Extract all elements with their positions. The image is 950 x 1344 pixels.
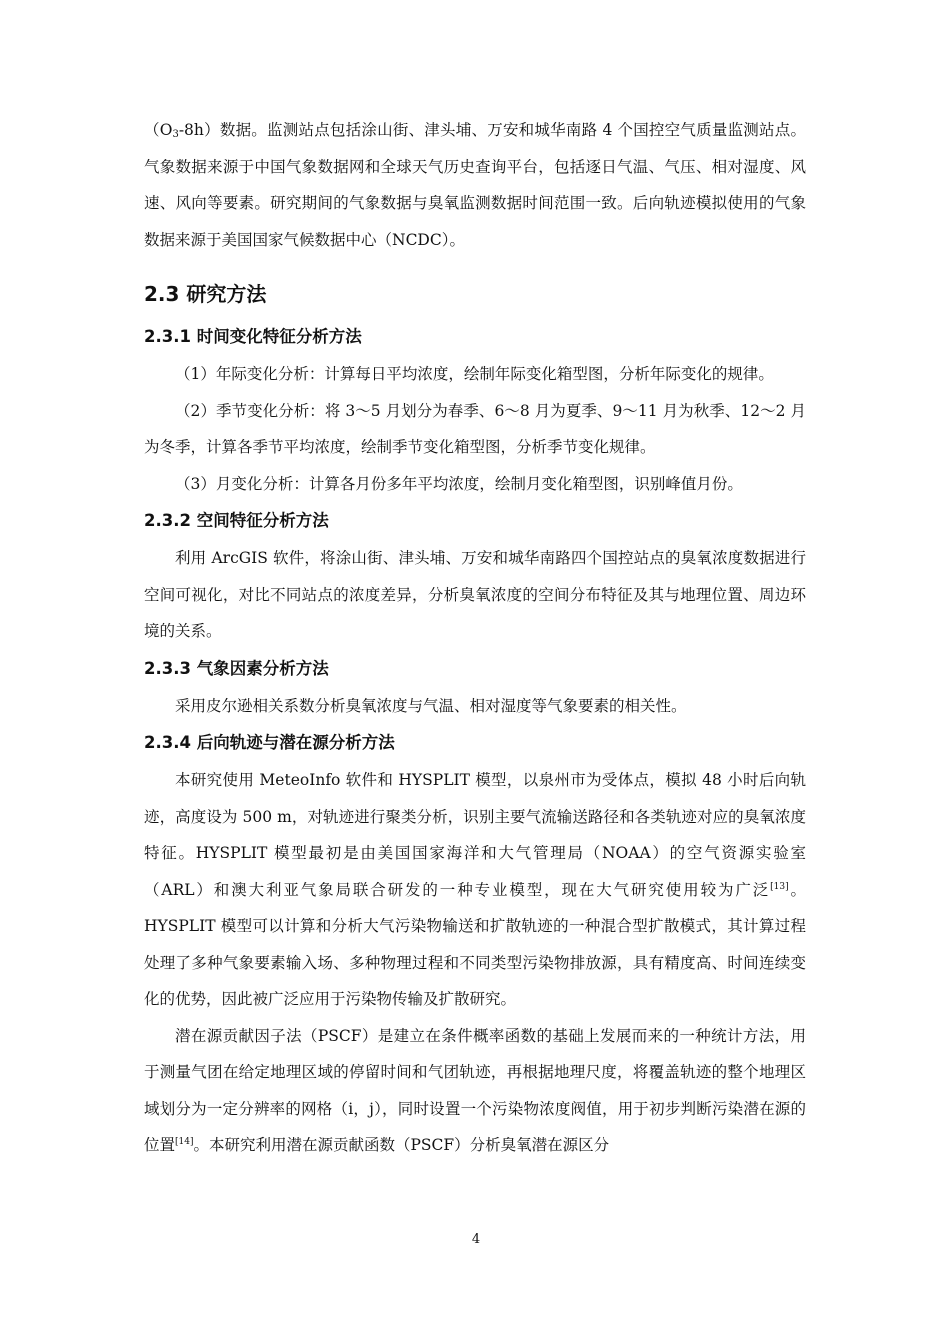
intro-paragraph	[144, 112, 806, 258]
hysplit-text-start: 本研究使用 MeteoInfo 软件和 HYSPLIT 模型，以泉州市为受体点，模拟 48 小时后向轨迹，高度设为 500 m，对轨迹进行聚类分析，识别主要气流输送路径和各类轨迹对应的臭氧浓度特征。HYSPLIT 模型最初是由美国国家海洋和大气管理局（NOAA）的空气资源实验室（ARL）和澳大利亚气象局联合研发的一种专业模型，现在大气研究使用较为广泛	[144, 771, 806, 899]
subsection-heading-2-3-1: 2.3.1 时间变化特征分析方法	[144, 327, 362, 346]
page-number: 4	[471, 1232, 481, 1247]
citation-14: [14]	[175, 1137, 194, 1147]
subsection-heading-2-3-4: 2.3.4 后向轨迹与潜在源分析方法	[144, 733, 395, 752]
intro-text-start: （O	[144, 121, 173, 139]
ozone-subscript: 3	[172, 129, 179, 140]
subsection-heading-2-3-3: 2.3.3 气象因素分析方法	[144, 658, 329, 678]
pscf-paragraph	[144, 1018, 806, 1164]
hysplit-paragraph	[144, 762, 806, 1018]
seasonal-variation-paragraph: （2）季节变化分析：将 3～5 月划分为春季、6～8 月为夏季、9～11 月为秋季、12～2 月为冬季，计算各季节平均浓度，绘制季节变化箱型图，分析季节变化规律。	[144, 401, 806, 456]
meteorological-analysis-paragraph: 采用皮尔逊相关系数分析臭氧浓度与气温、相对湿度等气象要素的相关性。	[175, 696, 687, 715]
pscf-text-start: 潜在源贡献因子法（PSCF）是建立在条件概率函数的基础上发展而来的一种统计方法，用于测量气团在给定地理区域的停留时间和气团轨迹，再根据地理尺度，将覆盖轨迹的整个地理区域划分为一定分辨率的网格（i，j），同时设置一个污染物浓度阀值，用于初步判断污染潜在源的位置	[144, 1026, 806, 1154]
document-body	[144, 112, 806, 1164]
pscf-text-rest: 。本研究利用潜在源贡献函数（PSCF）分析臭氧潜在源区分	[193, 1136, 610, 1154]
citation-13: [13]	[770, 881, 789, 892]
subsection-heading-2-3-2: 2.3.2 空间特征分析方法	[144, 511, 329, 530]
spatial-analysis-paragraph: 利用 ArcGIS 软件，将涂山街、津头埔、万安和城华南路四个国控站点的臭氧浓度数据进行空间可视化，对比不同站点的浓度差异，分析臭氧浓度的空间分布特征及其与地理位置、周边环境的关系。	[144, 549, 806, 640]
annual-variation-paragraph: （1）年际变化分析：计算每日平均浓度，绘制年际变化箱型图，分析年际变化的规律。	[175, 365, 774, 383]
monthly-variation-paragraph: （3）月变化分析：计算各月份多年平均浓度，绘制月变化箱型图，识别峰值月份。	[175, 474, 743, 493]
intro-text-rest: -8h）数据。监测站点包括涂山街、津头埔、万安和城华南路 4 个国控空气质量监测站点。气象数据来源于中国气象数据网和全球天气历史查询平台，包括逐日气温、气压、相对湿度、风速、风向等要素。研究期间的气象数据与臭氧监测数据时间范围一致。后向轨迹模拟使用的气象数据来源于美国国家气候数据中心（NCDC）。	[144, 121, 806, 249]
section-heading-2-3: 2.3 研究方法	[144, 282, 267, 306]
hysplit-text-rest: 。HYSPLIT 模型可以计算和分析大气污染物输送和扩散轨迹的一种混合型扩散模式，其计算过程处理了多种气象要素输入场、多种物理过程和不同类型污染物排放源，具有精度高、时间连续变化的优势，因此被广泛应用于污染物传输及扩散研究。	[144, 880, 806, 1008]
